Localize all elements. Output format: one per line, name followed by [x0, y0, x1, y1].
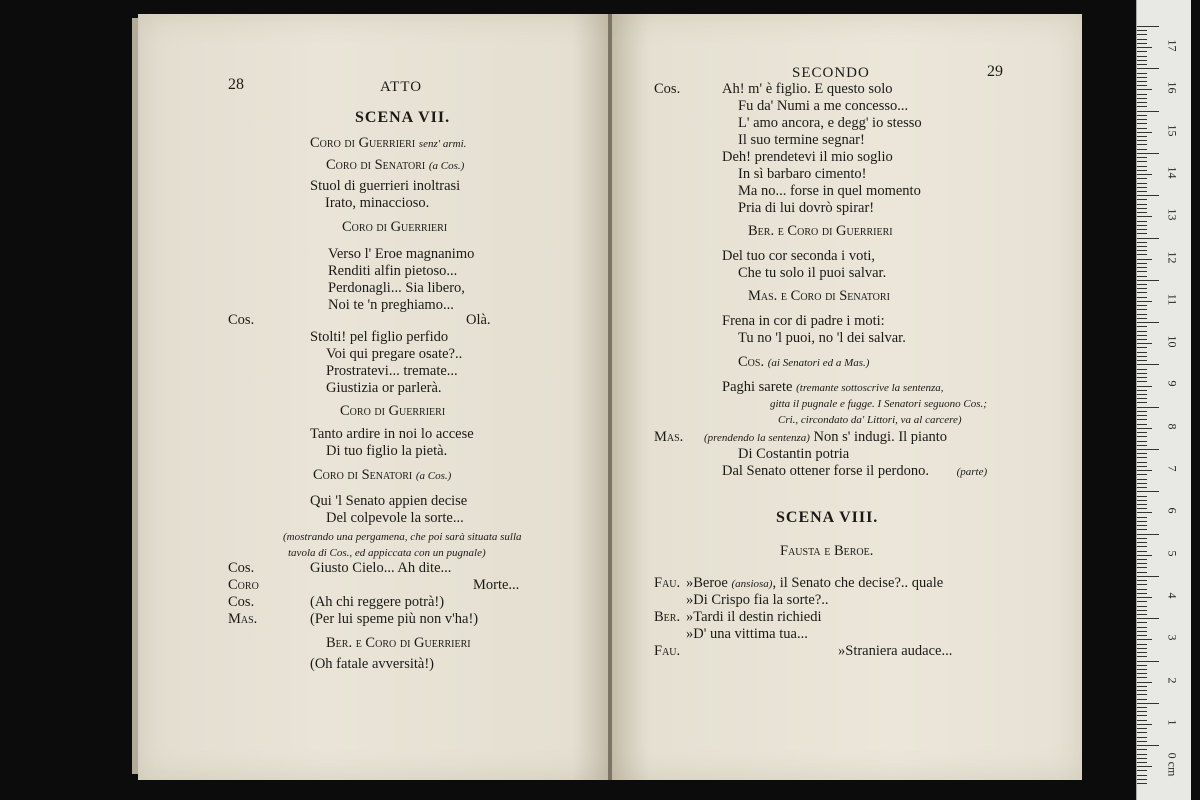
ruler-tick [1137, 30, 1147, 31]
ruler-tick [1137, 102, 1147, 103]
ruler-tick [1137, 157, 1147, 158]
stage-heading: Mas. e Coro di Senatori [748, 288, 890, 304]
ruler-tick [1137, 360, 1147, 361]
ruler-tick [1137, 639, 1152, 640]
ruler-tick [1137, 204, 1147, 205]
ruler-tick [1137, 694, 1147, 695]
verse-line: (Oh fatale avversità!) [310, 656, 434, 672]
ruler-tick [1137, 356, 1147, 357]
verse-line: Renditi alfin pietoso... [328, 263, 458, 279]
ruler-tick [1137, 745, 1159, 746]
ruler-tick [1137, 216, 1152, 217]
ruler-tick [1137, 432, 1147, 433]
ruler-label: 1 [1165, 719, 1180, 726]
verse-line: L' amo ancora, e degg' io stesso [738, 115, 922, 131]
ruler-label: 7 [1165, 465, 1180, 472]
ruler-tick [1137, 195, 1159, 196]
speaker-label: Cos. [228, 594, 255, 610]
ruler-tick [1137, 644, 1147, 645]
ruler-tick [1137, 521, 1147, 522]
ruler-tick [1137, 161, 1147, 162]
ruler-tick [1137, 542, 1147, 543]
ruler-tick [1137, 89, 1152, 90]
verse-line: Irato, minaccioso. [325, 195, 430, 211]
ruler-label: 11 [1165, 293, 1180, 306]
ruler-label: 14 [1165, 166, 1180, 179]
ruler-label: 17 [1165, 39, 1180, 52]
ruler-tick [1137, 766, 1152, 767]
speaker-label: Fau. [654, 643, 681, 659]
ruler-tick [1137, 352, 1147, 353]
verse-line: »Straniera audace... [838, 643, 953, 659]
ruler-tick [1137, 106, 1147, 107]
ruler-tick [1137, 441, 1147, 442]
ruler-tick [1137, 60, 1147, 61]
ruler-tick [1137, 466, 1147, 467]
ruler-label: 6 [1165, 507, 1180, 514]
ruler-tick [1137, 309, 1147, 310]
ruler-tick [1137, 271, 1147, 272]
ruler-tick [1137, 280, 1159, 281]
verse-line: Deh! prendetevi il mio soglio [722, 149, 893, 165]
ruler-tick [1137, 64, 1147, 65]
ruler-label: 2 [1165, 677, 1180, 683]
ruler-label: 13 [1165, 208, 1180, 221]
right-page [612, 14, 1082, 780]
verse-line: »Tardi il destin richiedi [686, 609, 822, 625]
ruler-tick [1137, 335, 1147, 336]
ruler-tick [1137, 665, 1147, 666]
stage-heading: Coro di Senatori (a Cos.) [326, 157, 465, 173]
ruler-tick [1137, 627, 1147, 628]
stage-direction: tavola di Cos., ed appiccata con un pugnale) [288, 547, 486, 559]
speaker-label: Fau. [654, 575, 681, 591]
verse-line: Olà. [466, 312, 491, 328]
ruler-tick [1137, 276, 1147, 277]
ruler-tick [1137, 737, 1147, 738]
page-number: 28 [228, 76, 244, 93]
ruler-tick [1137, 364, 1159, 365]
stage-heading: Coro di Guerrieri [340, 403, 446, 419]
ruler-tick [1137, 369, 1147, 370]
speaker-label: Coro [228, 577, 259, 593]
ruler-tick [1137, 208, 1147, 209]
ruler-tick [1137, 572, 1147, 573]
verse-line: »Di Crispo fia la sorte?.. [686, 592, 829, 608]
ruler-tick [1137, 758, 1147, 759]
ruler-tick [1137, 191, 1147, 192]
ruler-tick [1137, 381, 1147, 382]
running-head: SECONDO [792, 65, 870, 81]
ruler-tick [1137, 390, 1147, 391]
ruler-tick [1137, 267, 1147, 268]
ruler-tick [1137, 703, 1159, 704]
ruler-tick [1137, 407, 1159, 408]
verse-line: Del tuo cor seconda i voti, [722, 248, 876, 264]
ruler-tick [1137, 123, 1147, 124]
ruler-tick [1137, 470, 1152, 471]
ruler-tick [1137, 411, 1147, 412]
ruler-label: 3 [1165, 634, 1180, 641]
ruler-tick [1137, 166, 1147, 167]
ruler-tick [1137, 783, 1147, 784]
ruler-tick [1137, 483, 1147, 484]
ruler-label: 16 [1165, 81, 1180, 94]
ruler-tick [1137, 26, 1159, 27]
ruler-tick [1137, 73, 1147, 74]
stage-heading: Coro di Guerrieri [342, 219, 448, 235]
ruler-tick [1137, 669, 1147, 670]
verse-line: Giustizia or parlerà. [326, 380, 442, 396]
ruler-tick [1137, 711, 1147, 712]
verse-line: Stuol di guerrieri inoltrasi [310, 178, 461, 194]
running-head: ATTO [380, 79, 423, 95]
verse-line: (Per lui speme più non v'ha!) [310, 611, 479, 627]
ruler-tick [1137, 724, 1152, 725]
ruler-tick [1137, 238, 1159, 239]
verse-line: »D' una vittima tua... [686, 626, 808, 642]
ruler-tick [1137, 128, 1147, 129]
verse-line: Che tu solo il puoi salvar. [738, 265, 887, 281]
ruler-tick [1137, 140, 1147, 141]
ruler-tick [1137, 648, 1147, 649]
ruler-tick [1137, 491, 1159, 492]
ruler-tick [1137, 584, 1147, 585]
verse-line: Pria di lui dovrò spirar! [738, 200, 875, 216]
ruler-tick [1137, 445, 1147, 446]
page-number: 29 [987, 63, 1003, 80]
ruler-tick [1137, 677, 1147, 678]
ruler-tick [1137, 546, 1147, 547]
ruler-tick [1137, 555, 1152, 556]
ruler-tick [1137, 297, 1147, 298]
ruler-tick [1137, 563, 1147, 564]
stage-heading: Cos. (ai Senatori ed a Mas.) [738, 354, 870, 370]
ruler-tick [1137, 525, 1147, 526]
verse-line: Il suo termine segnar! [738, 132, 865, 148]
ruler-tick [1137, 39, 1147, 40]
verse-line: Del colpevole la sorte... [326, 510, 464, 526]
ruler-tick [1137, 225, 1147, 226]
stage-heading: Ber. e Coro di Guerrieri [748, 223, 893, 239]
verse-line: Ah! m' è figlio. E questo solo [722, 81, 893, 97]
ruler-tick [1137, 43, 1147, 44]
ruler-label: 4 [1165, 592, 1180, 599]
verse-line: Stolti! pel figlio perfido [310, 329, 449, 345]
verse-line: »Beroe (ansiosa), il Senato che decise?.. quale [686, 575, 944, 591]
ruler-tick [1137, 424, 1147, 425]
ruler-tick [1137, 614, 1147, 615]
ruler-tick [1137, 229, 1147, 230]
ruler-label: 5 [1165, 550, 1180, 557]
ruler-tick [1137, 457, 1147, 458]
ruler-tick [1137, 500, 1147, 501]
ruler-tick [1137, 559, 1147, 560]
ruler-tick [1137, 618, 1159, 619]
verse-line: Fu da' Numi a me concesso... [738, 98, 909, 114]
ruler-tick [1137, 529, 1147, 530]
ruler-tick [1137, 496, 1147, 497]
ruler-tick [1137, 373, 1147, 374]
verse-line: Verso l' Eroe magnanimo [328, 246, 475, 262]
ruler-tick [1137, 597, 1152, 598]
ruler-tick [1137, 436, 1147, 437]
ruler-tick [1137, 331, 1147, 332]
ruler-tick [1137, 610, 1147, 611]
ruler-tick [1137, 305, 1147, 306]
verse-line: Di Costantin potria [738, 446, 850, 462]
scene-title: SCENA VIII. [776, 509, 879, 526]
ruler-tick [1137, 81, 1147, 82]
verse-line: Morte... [473, 577, 520, 593]
ruler-tick [1137, 132, 1152, 133]
ruler-tick [1137, 487, 1147, 488]
verse-line: Qui 'l Senato appien decise [310, 493, 468, 509]
verse-line: Tu no 'l puoi, no 'l dei salvar. [738, 330, 906, 346]
speaker-label: Mas. [654, 429, 684, 445]
ruler-label: 9 [1165, 380, 1180, 387]
ruler-tick [1137, 136, 1147, 137]
ruler-tick [1137, 51, 1147, 52]
ruler-tick [1137, 183, 1147, 184]
ruler-tick [1137, 512, 1152, 513]
ruler-tick [1137, 415, 1147, 416]
ruler-tick [1137, 567, 1147, 568]
ruler-tick [1137, 656, 1147, 657]
ruler-tick [1137, 419, 1147, 420]
ruler-tick [1137, 576, 1159, 577]
open-book [138, 14, 1083, 780]
left-page [138, 14, 610, 780]
verse-line: Ma no... forse in quel momento [738, 183, 921, 199]
ruler-tick [1137, 174, 1152, 175]
ruler-label: 10 [1165, 335, 1180, 348]
verse-line: In sì barbaro cimento! [738, 166, 867, 182]
ruler-tick [1137, 580, 1147, 581]
ruler-tick [1137, 474, 1147, 475]
ruler-tick [1137, 775, 1147, 776]
ruler-tick [1137, 347, 1147, 348]
ruler-tick [1137, 47, 1152, 48]
ruler-tick [1137, 221, 1147, 222]
verse-line: Voi qui pregare osate?.. [326, 346, 463, 362]
ruler-tick [1137, 187, 1147, 188]
speaker-label: Mas. [228, 611, 258, 627]
ruler-tick [1137, 504, 1147, 505]
ruler-tick [1137, 377, 1147, 378]
ruler-tick [1137, 111, 1159, 112]
ruler-tick [1137, 94, 1147, 95]
ruler-tick [1137, 339, 1147, 340]
ruler-tick [1137, 246, 1147, 247]
ruler-tick [1137, 652, 1147, 653]
scene-title: SCENA VII. [355, 109, 451, 126]
ruler-tick [1137, 699, 1147, 700]
ruler-tick [1137, 741, 1147, 742]
ruler-tick [1137, 686, 1147, 687]
ruler-tick [1137, 288, 1147, 289]
ruler-tick [1137, 661, 1159, 662]
ruler-tick [1137, 779, 1147, 780]
ruler-tick [1137, 428, 1152, 429]
ruler-tick [1137, 170, 1147, 171]
ruler-tick [1137, 115, 1147, 116]
ruler-tick [1137, 732, 1147, 733]
ruler-label: 0 cm [1165, 752, 1180, 777]
speaker-label: Ber. [654, 609, 681, 625]
ruler-tick [1137, 77, 1147, 78]
ruler-tick [1137, 263, 1147, 264]
ruler-tick [1137, 754, 1147, 755]
ruler-tick [1137, 398, 1147, 399]
verse-line: (prendendo la sentenza) Non s' indugi. Il pianto [704, 429, 948, 445]
ruler-tick [1137, 707, 1147, 708]
ruler-tick [1137, 98, 1147, 99]
ruler-tick [1137, 242, 1147, 243]
ruler-tick [1137, 153, 1159, 154]
ruler-tick [1137, 402, 1147, 403]
verse-line: Tanto ardire in noi lo accese [310, 426, 474, 442]
ruler-tick [1137, 728, 1147, 729]
speaker-label: Cos. [228, 560, 255, 576]
ruler-label: 12 [1165, 251, 1180, 263]
ruler-tick [1137, 449, 1159, 450]
ruler-tick [1137, 479, 1147, 480]
ruler-tick [1137, 394, 1147, 395]
ruler-tick [1137, 292, 1147, 293]
verse-line: Paghi sarete (tremante sottoscrive la sentenza, [722, 379, 944, 395]
stage-heading: Ber. e Coro di Guerrieri [326, 635, 471, 651]
ruler-tick [1137, 551, 1147, 552]
ruler-tick [1137, 119, 1147, 120]
ruler-tick [1137, 250, 1147, 251]
verse-line: Di tuo figlio la pietà. [326, 443, 448, 459]
ruler-tick [1137, 178, 1147, 179]
verse-line: Frena in cor di padre i moti: [722, 313, 885, 329]
ruler-label: 15 [1165, 124, 1180, 137]
verse-line: Dal Senato ottener forse il perdono. (parte) [722, 463, 988, 479]
ruler-tick [1137, 749, 1147, 750]
ruler-tick [1137, 318, 1147, 319]
ruler-tick [1137, 593, 1147, 594]
speaker-label: Cos. [228, 312, 255, 328]
ruler-tick [1137, 301, 1152, 302]
ruler-tick [1137, 720, 1147, 721]
ruler-tick [1137, 682, 1152, 683]
speaker-label: Cos. [654, 81, 681, 97]
stage-heading: Coro di Senatori (a Cos.) [313, 467, 452, 483]
verse-line: Noi te 'n preghiamo... [328, 297, 454, 313]
ruler-tick [1137, 34, 1147, 35]
ruler-tick [1137, 606, 1147, 607]
stage-direction: Cri., circondato da' Littori, va al carcere) [778, 414, 962, 426]
ruler-tick [1137, 631, 1147, 632]
ruler-tick [1137, 314, 1147, 315]
ruler-tick [1137, 534, 1159, 535]
ruler-tick [1137, 673, 1147, 674]
ruler-tick [1137, 715, 1147, 716]
ruler-tick [1137, 538, 1147, 539]
verse-line: (Ah chi reggere potrà!) [310, 594, 445, 610]
ruler-tick [1137, 601, 1147, 602]
ruler-tick [1137, 453, 1147, 454]
stage-direction: (mostrando una pergamena, che poi sarà situata sulla [283, 531, 522, 543]
verse-line: Prostratevi... tremate... [326, 363, 458, 379]
ruler-tick [1137, 322, 1159, 323]
measuring-ruler [1136, 0, 1191, 800]
verse-line: Perdonagli... Sia libero, [328, 280, 465, 296]
ruler-tick [1137, 508, 1147, 509]
ruler-tick [1137, 68, 1159, 69]
ruler-tick [1137, 589, 1147, 590]
stage-direction: gitta il pugnale e fugge. I Senatori seguono Cos.; [770, 398, 987, 410]
ruler-tick [1137, 762, 1147, 763]
ruler-tick [1137, 326, 1147, 327]
stage-heading: Fausta e Beroe. [780, 543, 874, 559]
ruler-label: 8 [1165, 423, 1180, 430]
ruler-tick [1137, 212, 1147, 213]
stage-heading: Coro di Guerrieri senz' armi. [310, 135, 467, 151]
ruler-tick [1137, 386, 1152, 387]
ruler-tick [1137, 199, 1147, 200]
ruler-tick [1137, 462, 1147, 463]
ruler-tick [1137, 259, 1152, 260]
ruler-tick [1137, 254, 1147, 255]
ruler-tick [1137, 635, 1147, 636]
ruler-tick [1137, 144, 1147, 145]
ruler-tick [1137, 517, 1147, 518]
ruler-tick [1137, 233, 1147, 234]
ruler-tick [1137, 85, 1147, 86]
ruler-tick [1137, 56, 1147, 57]
ruler-tick [1137, 770, 1147, 771]
ruler-tick [1137, 343, 1152, 344]
ruler-tick [1137, 622, 1147, 623]
ruler-tick [1137, 149, 1147, 150]
ruler-tick [1137, 284, 1147, 285]
ruler-tick [1137, 690, 1147, 691]
verse-line: Giusto Cielo... Ah dite... [310, 560, 452, 576]
